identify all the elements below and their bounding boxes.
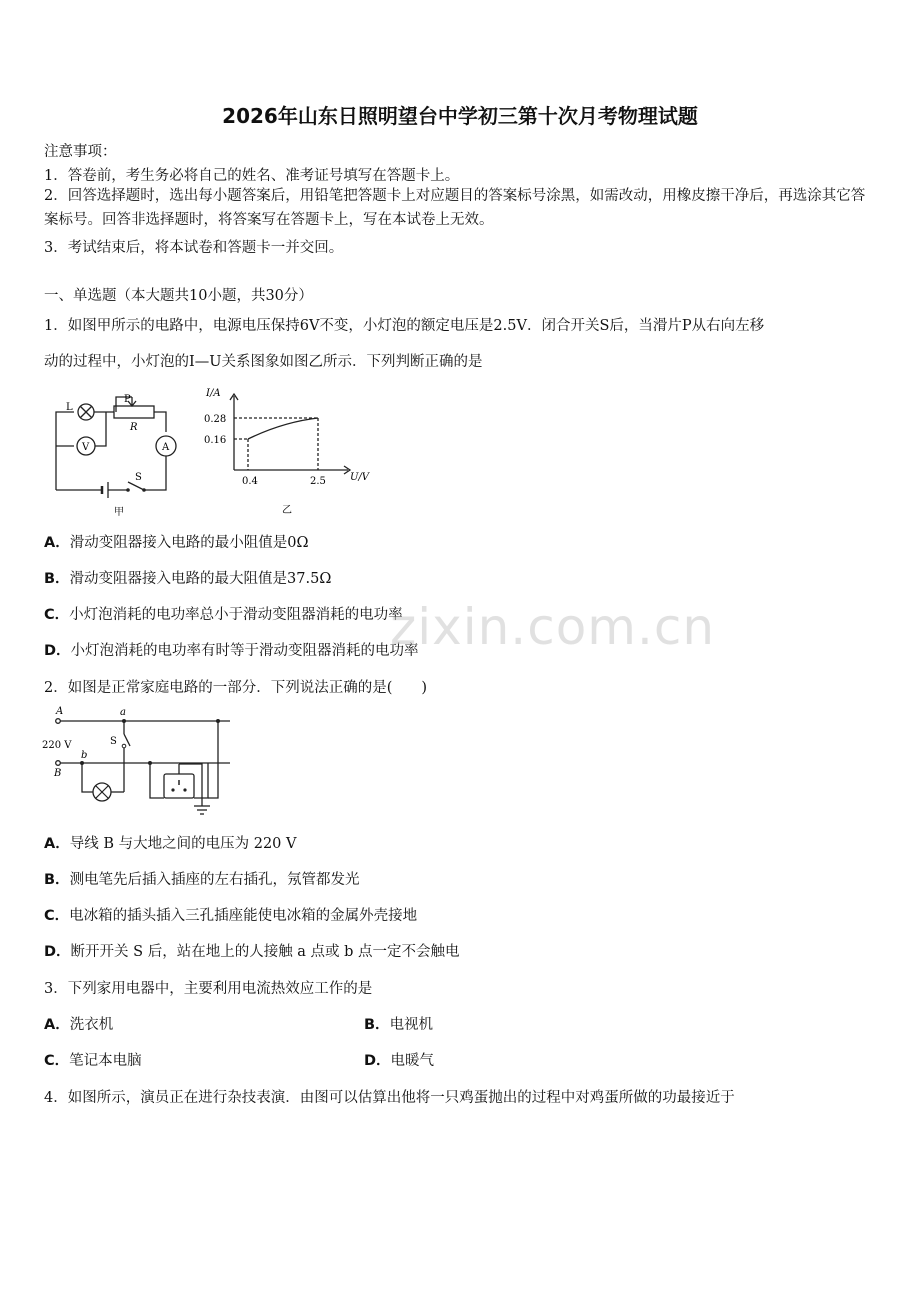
label-voltage: 220 V: [42, 740, 72, 751]
notice-item-2: 2．回答选择题时，选出每小题答案后，用铅笔把答题卡上对应题目的答案标号涂黑，如需改动，用橡皮擦干净后，再选涂其它答案标号。回答非选择题时，将答案写在答题卡上，写在本试卷上无效。: [44, 188, 866, 228]
option-label: C．: [44, 607, 70, 623]
option-label: B．: [44, 571, 70, 587]
ammeter-icon: A: [162, 442, 170, 453]
option-text: 笔记本电脑: [69, 1053, 142, 1069]
q1-option-d: [44, 639, 419, 660]
notice-item-1: 1．答卷前，考生务必将自己的姓名、准考证号填写在答题卡上。: [44, 168, 460, 184]
option-text: 滑动变阻器接入电路的最大阻值是37.5Ω: [69, 571, 332, 587]
q2-household-circuit: [40, 702, 240, 822]
option-label: A．: [44, 836, 70, 852]
notice-item-3: 3．考试结束后，将本试卷和答题卡一并交回。: [44, 240, 344, 256]
label-switch: S: [110, 736, 117, 747]
page-title: 2026年山东日照明望台中学初三第十次月考物理试题: [222, 104, 698, 128]
q1-option-b: [44, 567, 331, 588]
figure-caption-yi: 乙: [282, 505, 292, 516]
y-tick-028: 0.28: [204, 414, 227, 425]
node-a: [122, 719, 126, 723]
option-text: 洗衣机: [69, 1017, 114, 1033]
option-text: 滑动变阻器接入电路的最小阻值是0Ω: [69, 535, 309, 551]
option-label: C．: [44, 1053, 70, 1069]
x-tick-25: 2.5: [310, 476, 326, 487]
label-rheostat: R: [130, 422, 138, 433]
option-label: D．: [364, 1053, 391, 1069]
q3-stem: 3．下列家用电器中，主要利用电流热效应工作的是: [44, 981, 373, 997]
voltmeter-icon: V: [82, 442, 90, 453]
q2-option-a: [44, 832, 296, 853]
q1-option-c: [44, 603, 403, 624]
notice-heading: 注意事项：: [44, 144, 117, 160]
q3-option-c: [44, 1049, 142, 1070]
figure-caption-jia: 甲: [114, 507, 124, 518]
option-text: 电视机: [389, 1017, 434, 1033]
q4-stem: 4．如图所示，演员正在进行杂技表演．由图可以估算出他将一只鸡蛋抛出的过程中对鸡蛋所做的功最接近于: [44, 1090, 735, 1106]
option-label: A．: [44, 1017, 70, 1033]
x-axis-label: U/V: [350, 472, 370, 483]
iu-curve: [248, 418, 318, 439]
q2-option-b: [44, 868, 360, 889]
q2-stem: 2．如图是正常家庭电路的一部分．下列说法正确的是( ): [44, 680, 428, 696]
option-label: D．: [44, 944, 71, 960]
q3-option-d: [364, 1049, 434, 1070]
q3-option-b: [364, 1013, 433, 1034]
label-slider: P: [124, 394, 131, 405]
socket-icon: [171, 780, 186, 792]
q2-option-c: [44, 904, 417, 925]
option-text: 导线 B 与大地之间的电压为 220 V: [69, 836, 297, 852]
y-axis-label: I/A: [206, 388, 221, 399]
x-tick-04: 0.4: [242, 476, 258, 487]
label-switch: S: [135, 472, 142, 483]
option-label: C．: [44, 908, 70, 924]
label-wire-b: B: [54, 768, 62, 779]
option-label: D．: [44, 643, 71, 659]
label-point-a: a: [120, 707, 126, 718]
option-text: 断开开关 S 后，站在地上的人接触 a 点或 b 点一定不会触电: [70, 944, 460, 960]
option-text: 电暖气: [390, 1053, 435, 1069]
watermark: zixin.com.cn: [390, 598, 716, 656]
q1-circuit-diagram: [44, 388, 194, 518]
q1-option-a: [44, 531, 308, 552]
option-label: B．: [44, 872, 70, 888]
option-text: 小灯泡消耗的电功率总小于滑动变阻器消耗的电功率: [69, 607, 403, 623]
option-text: 测电笔先后插入插座的左右插孔，氖管都发光: [69, 872, 360, 888]
q3-option-a: [44, 1013, 113, 1034]
node-b: [80, 761, 84, 765]
q1-iu-graph: [198, 384, 378, 518]
label-wire-a: A: [56, 706, 64, 717]
q1-stem-line1: 1．如图甲所示的电路中，电源电压保持6V不变，小灯泡的额定电压是2.5V．闭合开关S后，当滑片P从右向左移: [44, 318, 765, 334]
option-label: A．: [44, 535, 70, 551]
section-heading: 一、单选题（本大题共10小题，共30分）: [44, 288, 313, 304]
option-text: 小灯泡消耗的电功率有时等于滑动变阻器消耗的电功率: [70, 643, 419, 659]
option-label: B．: [364, 1017, 390, 1033]
q2-option-d: [44, 940, 460, 961]
label-lamp: L: [66, 402, 73, 413]
option-text: 电冰箱的插头插入三孔插座能使电冰箱的金属外壳接地: [69, 908, 418, 924]
q1-stem-line2: 动的过程中，小灯泡的I—U关系图象如图乙所示．下列判断正确的是: [44, 354, 483, 370]
label-point-b: b: [81, 750, 88, 761]
y-tick-016: 0.16: [204, 435, 227, 446]
